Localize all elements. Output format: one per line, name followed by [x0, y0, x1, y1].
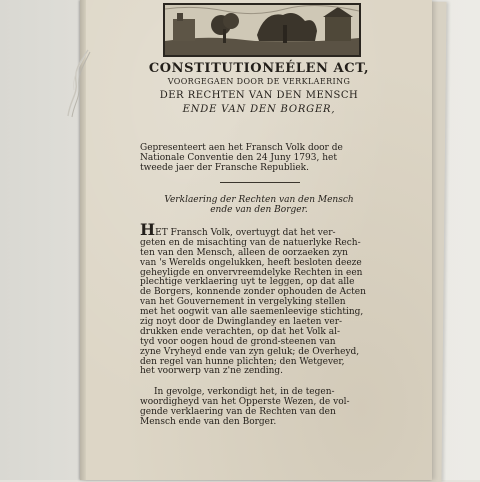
binding-thread-icon	[66, 48, 92, 118]
paragraph-line: ET Fransch Volk, overtuygt dat het ver-	[155, 228, 336, 238]
section-heading	[140, 196, 378, 216]
paragraph-line: van 's Werelds ongelukken, heeft besloten deeze	[140, 257, 362, 268]
paragraph-line: zig noyt door de Dwinglandey en laeten ver-	[140, 317, 343, 328]
section-divider	[220, 182, 300, 183]
paragraph-line: In gevolge, verkondigt het, in de tegen-	[154, 387, 335, 397]
paragraph-line: zyne Vryheyd ende van zyn geluk; de Overheyd,	[140, 346, 360, 357]
paragraph-line: ten van den Mensch, alleen de oorzaeken zyn	[140, 247, 348, 258]
paragraph-2	[140, 388, 378, 428]
paragraph-line: het voorwerp van z'ne zending.	[140, 366, 284, 377]
drop-cap: H	[140, 220, 156, 239]
paragraph-line: geheyligde en onvervreemdelyke Rechten in een	[140, 267, 363, 278]
paragraph-line: tyd voor oogen houd de grond-steenen van	[140, 336, 336, 347]
paragraph-line: van het Gouvernement in vergelyking stellen	[140, 297, 346, 308]
presentation-text	[140, 144, 378, 174]
paragraph-line: met het oogwit van alle saemenleevige stichting,	[140, 307, 364, 318]
section-heading-line: Verklaering der Rechten van den Mensch	[164, 195, 354, 205]
paragraph-line: gende verklaering van de Rechten van den	[140, 406, 336, 417]
paragraph-line: plechtige verklaering uyt te leggen, op dat alle	[140, 277, 355, 288]
header-engraving	[163, 3, 361, 57]
paragraph-1	[140, 222, 378, 377]
document-subtitle: VOORGEGAEN DOOR DE VERKLAERING	[167, 77, 351, 87]
title-block	[140, 62, 378, 115]
section-heading-line: ende van den Borger.	[210, 204, 308, 215]
presentation-line: Gepresenteert aen het Fransch Volk door de	[140, 143, 343, 153]
document-title: CONSTITUTIONEÉLEN ACT,	[148, 61, 370, 76]
presentation-line: Nationale Conventie den 24 Juny 1793, het	[140, 152, 337, 163]
paragraph-line: de Borgers, konnende zonder ophouden de Acten	[140, 287, 366, 298]
paragraph-line: Mensch ende van den Borger.	[140, 416, 277, 427]
document-caps-line: DER RECHTEN VAN DEN MENSCH	[159, 90, 359, 102]
paragraph-line: geten en de misachting van de natuerlyke Rech-	[140, 237, 361, 248]
landscape-engraving-icon	[165, 5, 359, 55]
presentation-line: tweede jaer der Fransche Republiek.	[140, 162, 309, 173]
document-caps-italic-line: ENDE VAN DEN BORGER,	[182, 104, 336, 116]
paragraph-line: den regel van hunne plichten; den Wetgever,	[140, 356, 345, 367]
paragraph-line: drukken ende verachten, op dat het Volk al-	[140, 326, 341, 337]
paragraph-line: woordigheyd van het Opperste Wezen, de vol-	[140, 396, 350, 407]
